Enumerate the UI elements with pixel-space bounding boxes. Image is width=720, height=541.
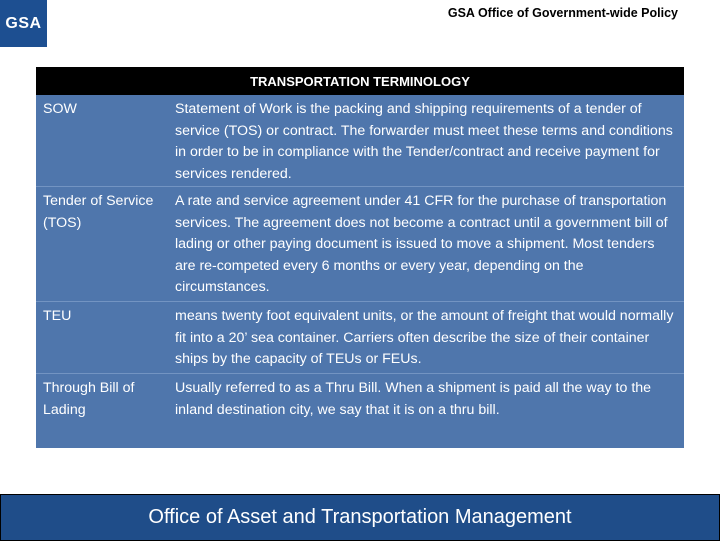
table-row: [36, 95, 684, 187]
term-cell: Through Bill of Lading: [43, 380, 135, 418]
table-row: [36, 302, 684, 374]
footer-text: Office of Asset and Transportation Management: [148, 506, 572, 528]
gsa-logo-text: GSA: [5, 14, 42, 32]
table-row: [36, 187, 684, 302]
table-title: TRANSPORTATION TERMINOLOGY: [36, 67, 684, 95]
terminology-table: [36, 67, 684, 448]
definition-cell: means twenty foot equivalent units, or the amount of freight that would normally fit into a 20’ sea container. Carriers often describe the size of their container ships by the capacity of TEUs or FEUs.: [175, 308, 674, 367]
term-cell: Tender of Service (TOS): [43, 193, 154, 231]
definition-cell: A rate and service agreement under 41 CFR for the purchase of transportation services. The agreement does not become a contract until a government bill of lading or other paying document is issued to move a shipment. Most tenders are re-competed every 6 months or every year, depending on the circumstances.: [175, 193, 668, 295]
header-title: GSA Office of Government-wide Policy: [447, 6, 678, 20]
definition-cell: Usually referred to as a Thru Bill. When a shipment is paid all the way to the inland destination city, we say that it is on a thru bill.: [175, 380, 652, 418]
table-row: [36, 374, 684, 448]
gsa-logo: [0, 0, 47, 47]
definition-cell: Statement of Work is the packing and shipping requirements of a tender of service (TOS) or contract. The forwarder must meet these terms and conditions in order to be in compliance with the Tender/contract and receive payment for services rendered.: [175, 101, 673, 182]
term-cell: SOW: [43, 101, 77, 117]
footer-banner: [0, 494, 720, 541]
term-cell: TEU: [43, 308, 72, 324]
